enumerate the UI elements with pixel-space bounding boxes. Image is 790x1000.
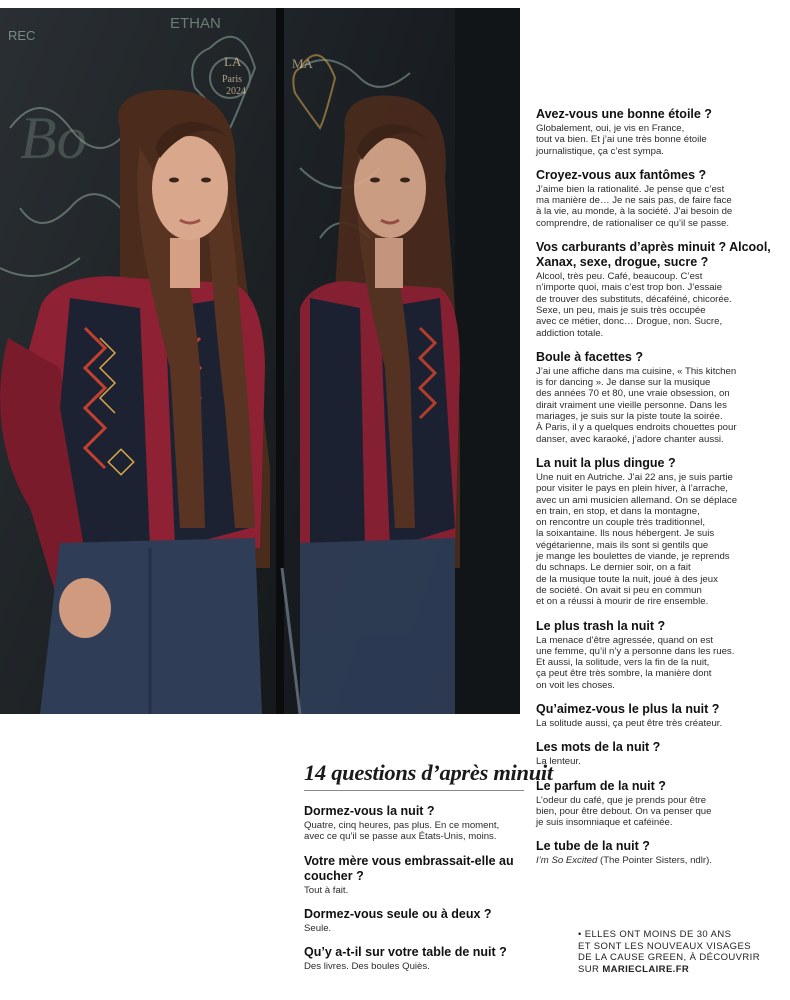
qa-block [304,907,526,934]
qa-block [304,804,526,843]
answer-line: Globalement, oui, je vis en France, [536,123,685,134]
answer-line: et on a réussi à mourir de rire ensemble. [536,596,709,608]
answer-line: dirait vraiment une vieille personne. Dans les [536,399,727,411]
answer-line: avec ce qu’il se passe aux États-Unis, moins. [304,831,497,843]
answer-line: Et aussi, la solitude, vers la fin de la nuit, [536,657,710,669]
question: Le plus trash la nuit ? [536,618,666,633]
question: Boule à facettes ? [536,349,643,364]
answer-line: is for dancing ». Je danse sur la musique [536,377,711,389]
answer-line: de trouver des substituts, décaféiné, chicorée. [536,293,732,305]
qa-block [536,702,786,729]
answer-line: avec un ami musicien allemand. On se déplace [536,494,738,506]
answer-line: de société. On avait si peu en commun [536,584,702,596]
chalk-text: MA [292,56,313,71]
qa-block [536,168,786,229]
answer-line: danser, avec karaoké, j’adore chanter aussi. [536,433,724,445]
answer-line: Une nuit en Autriche. J’ai 22 ans, je suis partie [536,471,733,483]
answer [536,366,786,445]
answer-italic: I’m So Excited [536,855,598,867]
title-rule [304,790,524,791]
answer-line: des années 70 et 80, une vraie obsession, on [536,388,730,400]
answer-line: À Paris, il y a quelques endroits chouettes pour [536,422,737,434]
question: Avez-vous une bonne étoile ? [536,107,712,121]
answer-line: addiction totale. [536,327,604,339]
chalk-text: LA [224,54,242,69]
portrait-illustration [0,8,520,714]
answer [304,820,526,843]
promo-line: DE LA CAUSE GREEN, À DÉCOUVRIR [578,952,760,963]
answer-line: en train, en stop, et dans la montagne, [536,505,700,517]
question: Dormez-vous seule ou à deux ? [304,906,492,921]
answer-line: La menace d’être agressée, quand on est [536,634,714,646]
question: Qu’y a-t-il sur votre table de nuit ? [304,945,507,960]
answer-line: J’aime bien la rationalité. Je pense que c’est [536,183,725,195]
answer-line: on voit les choses. [536,679,615,691]
answer-line: n’importe quoi, mais c’est trop bon. J’essaie [536,282,723,294]
qa-block [536,779,786,829]
question: Le parfum de la nuit ? [536,778,666,793]
answer-line: une femme, qu’il n’y a personne dans les rues. [536,645,735,657]
answer [536,795,786,829]
qa-block [536,107,786,157]
question: Dormez-vous la nuit ? [304,804,435,818]
answer-line: Quatre, cinq heures, pas plus. En ce moment, [304,820,500,831]
chalk-text: ETHAN [170,15,221,32]
question: Les mots de la nuit ? [536,740,661,755]
answer-line: je mange les boulettes de viande, je reprends [536,551,730,563]
answer [536,123,786,157]
chalk-text: 2024 [226,86,246,97]
promo-line [578,964,778,976]
qa-block [304,854,526,896]
answer-line: La lenteur. [536,756,581,768]
section-title: 14 questions d’après minuit [304,760,553,785]
answer-line: L’odeur du café, que je prends pour être [536,794,707,806]
question: Qu’aimez-vous le plus la nuit ? [536,701,720,716]
qa-block [304,945,526,972]
mirror-edge [276,8,284,714]
answer-line: Alcool, très peu. Café, beaucoup. C’est [536,271,703,283]
answer-line: je suis insomniaque et caféinée. [536,817,673,829]
answer-line: Seule. [304,922,332,934]
answer-line: de la musique toute la nuit, joué à des jeux [536,573,718,585]
answer-line: avec ce métier, donc… Drogue, non. Sucre, [536,316,723,328]
answer [536,472,786,608]
question: Le tube de la nuit ? [536,839,650,854]
answer-line: La solitude aussi, ça peut être très créateur. [536,717,723,729]
answer-line: ça peut être très sombre, la manière dont [536,668,712,680]
answer-line: à la vie, au monde, à la société. J’ai besoin de [536,206,733,218]
answer [304,885,526,896]
answer-line: tout va bien. Et j’ai une très bonne étoile [536,134,707,146]
answer [536,756,786,767]
question: Votre mère vous embrassait-elle au coucher ? [304,853,514,883]
answer-line: mariages, je suis sur la piste toute la soirée. [536,411,723,423]
answer [304,961,526,972]
qa-block [536,839,786,866]
chalk-text: REC [8,28,36,43]
answer-line: journalistique, ça c’est sympa. [536,145,664,157]
promo-site-link[interactable]: MARIECLAIRE.FR [602,963,690,975]
qa-block [536,240,786,339]
answer-line: bien, pour être debout. On va penser que [536,805,712,817]
answer-line: Des livres. Des boules Quiès. [304,961,430,973]
question: Croyez-vous aux fantômes ? [536,167,707,182]
portrait-photo [0,8,520,714]
answer-line: (The Pointer Sisters, ndlr). [597,855,712,867]
question: Vos carburants d’après minuit ? Alcool, Xanax, sexe, drogue, sucre ? [536,240,771,270]
answer-line: Tout à fait. [304,884,349,896]
qa-block [536,740,786,767]
answer-line: on rencontre un couple très traditionnel, [536,517,706,529]
answer-line: végétarienne, mais ils sont si gentils que [536,539,709,551]
promo-line: • ELLES ONT MOINS DE 30 ANS [578,929,732,940]
qa-block [536,350,786,445]
answer-line: ma manière de… Je ne sais pas, de faire face [536,195,732,207]
answer-line: pour visiter le pays en plein hiver, à l’arrache, [536,483,728,495]
answer [536,718,786,729]
promo-text [578,929,778,975]
left-qa-column [304,804,526,983]
answer-line: du schnaps. Le dernier soir, on a fait [536,562,691,574]
answer [536,271,786,339]
dark-pillar [455,8,520,714]
answer [536,635,786,691]
answer [536,184,786,229]
promo-prefix: SUR [578,963,603,975]
question: La nuit la plus dingue ? [536,455,676,470]
answer [304,923,526,934]
answer-line: Sexe, un peu, mais je suis très occupée [536,304,706,316]
answer-line: J’ai une affiche dans ma cuisine, « This kitchen [536,365,737,377]
answer-line: comprendre, de rationaliser ce qu’il se passe. [536,217,730,229]
answer-line: la soixantaine. Ils nous hébergent. Je suis [536,528,715,540]
answer [536,855,786,866]
promo-line: ET SONT LES NOUVEAUX VISAGES [578,940,751,952]
right-qa-column [536,107,786,878]
qa-block [536,619,786,691]
qa-block [536,456,786,608]
chalk-text: Bo [20,105,87,171]
chalk-text: Paris [222,74,242,85]
